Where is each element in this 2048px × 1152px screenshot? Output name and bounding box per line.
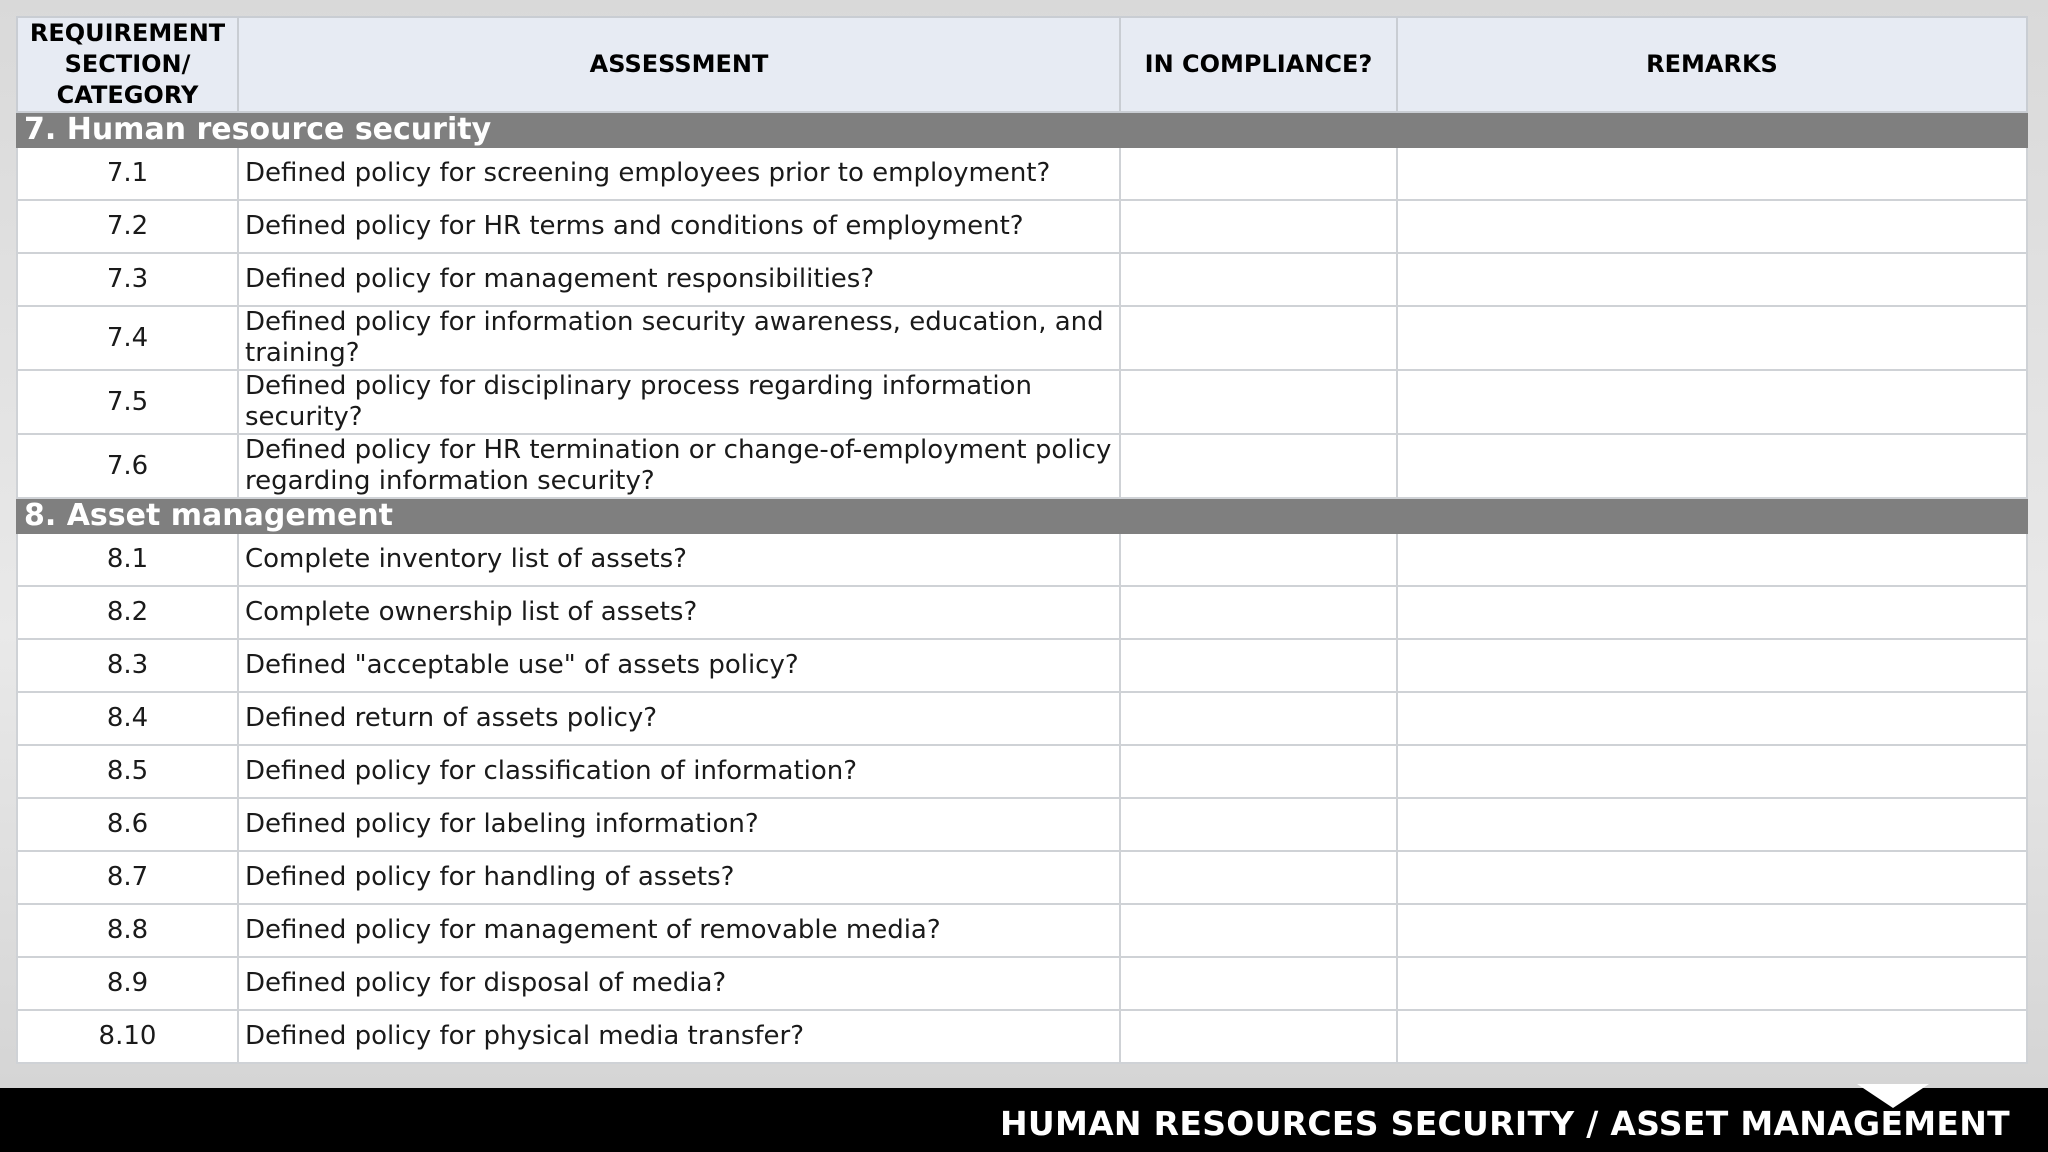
- remarks-cell[interactable]: [1397, 434, 2027, 498]
- compliance-cell[interactable]: [1120, 200, 1397, 253]
- compliance-cell[interactable]: [1120, 957, 1397, 1010]
- remarks-cell[interactable]: [1397, 639, 2027, 692]
- assessment-cell: Defined "acceptable use" of assets policy?: [238, 639, 1120, 692]
- section-title: 8. Asset management: [17, 498, 2027, 533]
- header-assessment: ASSESSMENT: [238, 17, 1120, 112]
- table-row: [17, 370, 2027, 434]
- compliance-cell[interactable]: [1120, 1010, 1397, 1063]
- remarks-cell[interactable]: [1397, 1010, 2027, 1063]
- remarks-cell[interactable]: [1397, 745, 2027, 798]
- remarks-cell[interactable]: [1397, 798, 2027, 851]
- remarks-cell[interactable]: [1397, 692, 2027, 745]
- compliance-cell[interactable]: [1120, 370, 1397, 434]
- compliance-cell[interactable]: [1120, 434, 1397, 498]
- assessment-cell: Defined policy for disciplinary process regarding information security?: [238, 370, 1120, 434]
- table-row: [17, 253, 2027, 306]
- table-row: [17, 200, 2027, 253]
- requirement-number-cell: 8.3: [17, 639, 238, 692]
- remarks-cell[interactable]: [1397, 904, 2027, 957]
- remarks-cell[interactable]: [1397, 253, 2027, 306]
- table-header: [17, 17, 2027, 112]
- requirement-number-cell: 8.6: [17, 798, 238, 851]
- compliance-cell[interactable]: [1120, 147, 1397, 200]
- compliance-cell[interactable]: [1120, 533, 1397, 586]
- requirement-number-cell: 8.5: [17, 745, 238, 798]
- assessment-checklist-table: [16, 16, 2028, 1064]
- remarks-cell[interactable]: [1397, 533, 2027, 586]
- assessment-cell: Defined policy for HR terms and conditions of employment?: [238, 200, 1120, 253]
- requirement-number-cell: 8.1: [17, 533, 238, 586]
- assessment-cell: Defined policy for management responsibilities?: [238, 253, 1120, 306]
- assessment-cell: Defined policy for management of removable media?: [238, 904, 1120, 957]
- header-row: [17, 17, 2027, 112]
- compliance-cell[interactable]: [1120, 692, 1397, 745]
- table-row: [17, 639, 2027, 692]
- assessment-cell: Defined policy for physical media transfer?: [238, 1010, 1120, 1063]
- table-row: [17, 147, 2027, 200]
- table-row: [17, 904, 2027, 957]
- assessment-cell: Defined policy for disposal of media?: [238, 957, 1120, 1010]
- section-header-row: [17, 498, 2027, 533]
- compliance-cell[interactable]: [1120, 904, 1397, 957]
- table-row: [17, 533, 2027, 586]
- requirement-number-cell: 7.1: [17, 147, 238, 200]
- requirement-number-cell: 7.6: [17, 434, 238, 498]
- requirement-number-cell: 7.3: [17, 253, 238, 306]
- table-row: [17, 692, 2027, 745]
- remarks-cell[interactable]: [1397, 957, 2027, 1010]
- table-row: [17, 745, 2027, 798]
- requirement-number-cell: 8.4: [17, 692, 238, 745]
- requirement-number-cell: 8.7: [17, 851, 238, 904]
- assessment-cell: Defined return of assets policy?: [238, 692, 1120, 745]
- table-row: [17, 586, 2027, 639]
- compliance-cell[interactable]: [1120, 851, 1397, 904]
- assessment-cell: Defined policy for handling of assets?: [238, 851, 1120, 904]
- remarks-cell[interactable]: [1397, 370, 2027, 434]
- table-row: [17, 434, 2027, 498]
- requirement-number-cell: 8.8: [17, 904, 238, 957]
- assessment-cell: Defined policy for HR termination or change-of-employment policy regarding information security?: [238, 434, 1120, 498]
- assessment-cell: Defined policy for labeling information?: [238, 798, 1120, 851]
- requirement-number-cell: 8.10: [17, 1010, 238, 1063]
- compliance-cell[interactable]: [1120, 798, 1397, 851]
- compliance-cell[interactable]: [1120, 639, 1397, 692]
- assessment-cell: Complete ownership list of assets?: [238, 586, 1120, 639]
- compliance-cell[interactable]: [1120, 306, 1397, 370]
- remarks-cell[interactable]: [1397, 851, 2027, 904]
- requirement-number-cell: 8.9: [17, 957, 238, 1010]
- checklist-table-container: [16, 16, 2026, 1064]
- assessment-cell: Complete inventory list of assets?: [238, 533, 1120, 586]
- assessment-cell: Defined policy for information security awareness, education, and training?: [238, 306, 1120, 370]
- remarks-cell[interactable]: [1397, 147, 2027, 200]
- section-header-row: [17, 112, 2027, 147]
- table-body: [17, 112, 2027, 1063]
- assessment-cell: Defined policy for screening employees prior to employment?: [238, 147, 1120, 200]
- requirement-number-cell: 7.2: [17, 200, 238, 253]
- table-row: [17, 851, 2027, 904]
- requirement-number-cell: 7.4: [17, 306, 238, 370]
- remarks-cell[interactable]: [1397, 200, 2027, 253]
- table-row: [17, 306, 2027, 370]
- assessment-cell: Defined policy for classification of information?: [238, 745, 1120, 798]
- requirement-number-cell: 7.5: [17, 370, 238, 434]
- table-row: [17, 957, 2027, 1010]
- remarks-cell[interactable]: [1397, 586, 2027, 639]
- compliance-cell[interactable]: [1120, 586, 1397, 639]
- footer-title: HUMAN RESOURCES SECURITY / ASSET MANAGEMENT: [999, 1104, 2010, 1143]
- table-row: [17, 798, 2027, 851]
- header-in-compliance: IN COMPLIANCE?: [1120, 17, 1397, 112]
- requirement-number-cell: 8.2: [17, 586, 238, 639]
- remarks-cell[interactable]: [1397, 306, 2027, 370]
- table-row: [17, 1010, 2027, 1063]
- compliance-cell[interactable]: [1120, 253, 1397, 306]
- compliance-cell[interactable]: [1120, 745, 1397, 798]
- header-requirement-section: REQUIREMENT SECTION/ CATEGORY: [17, 17, 238, 112]
- section-title: 7. Human resource security: [17, 112, 2027, 147]
- header-remarks: REMARKS: [1397, 17, 2027, 112]
